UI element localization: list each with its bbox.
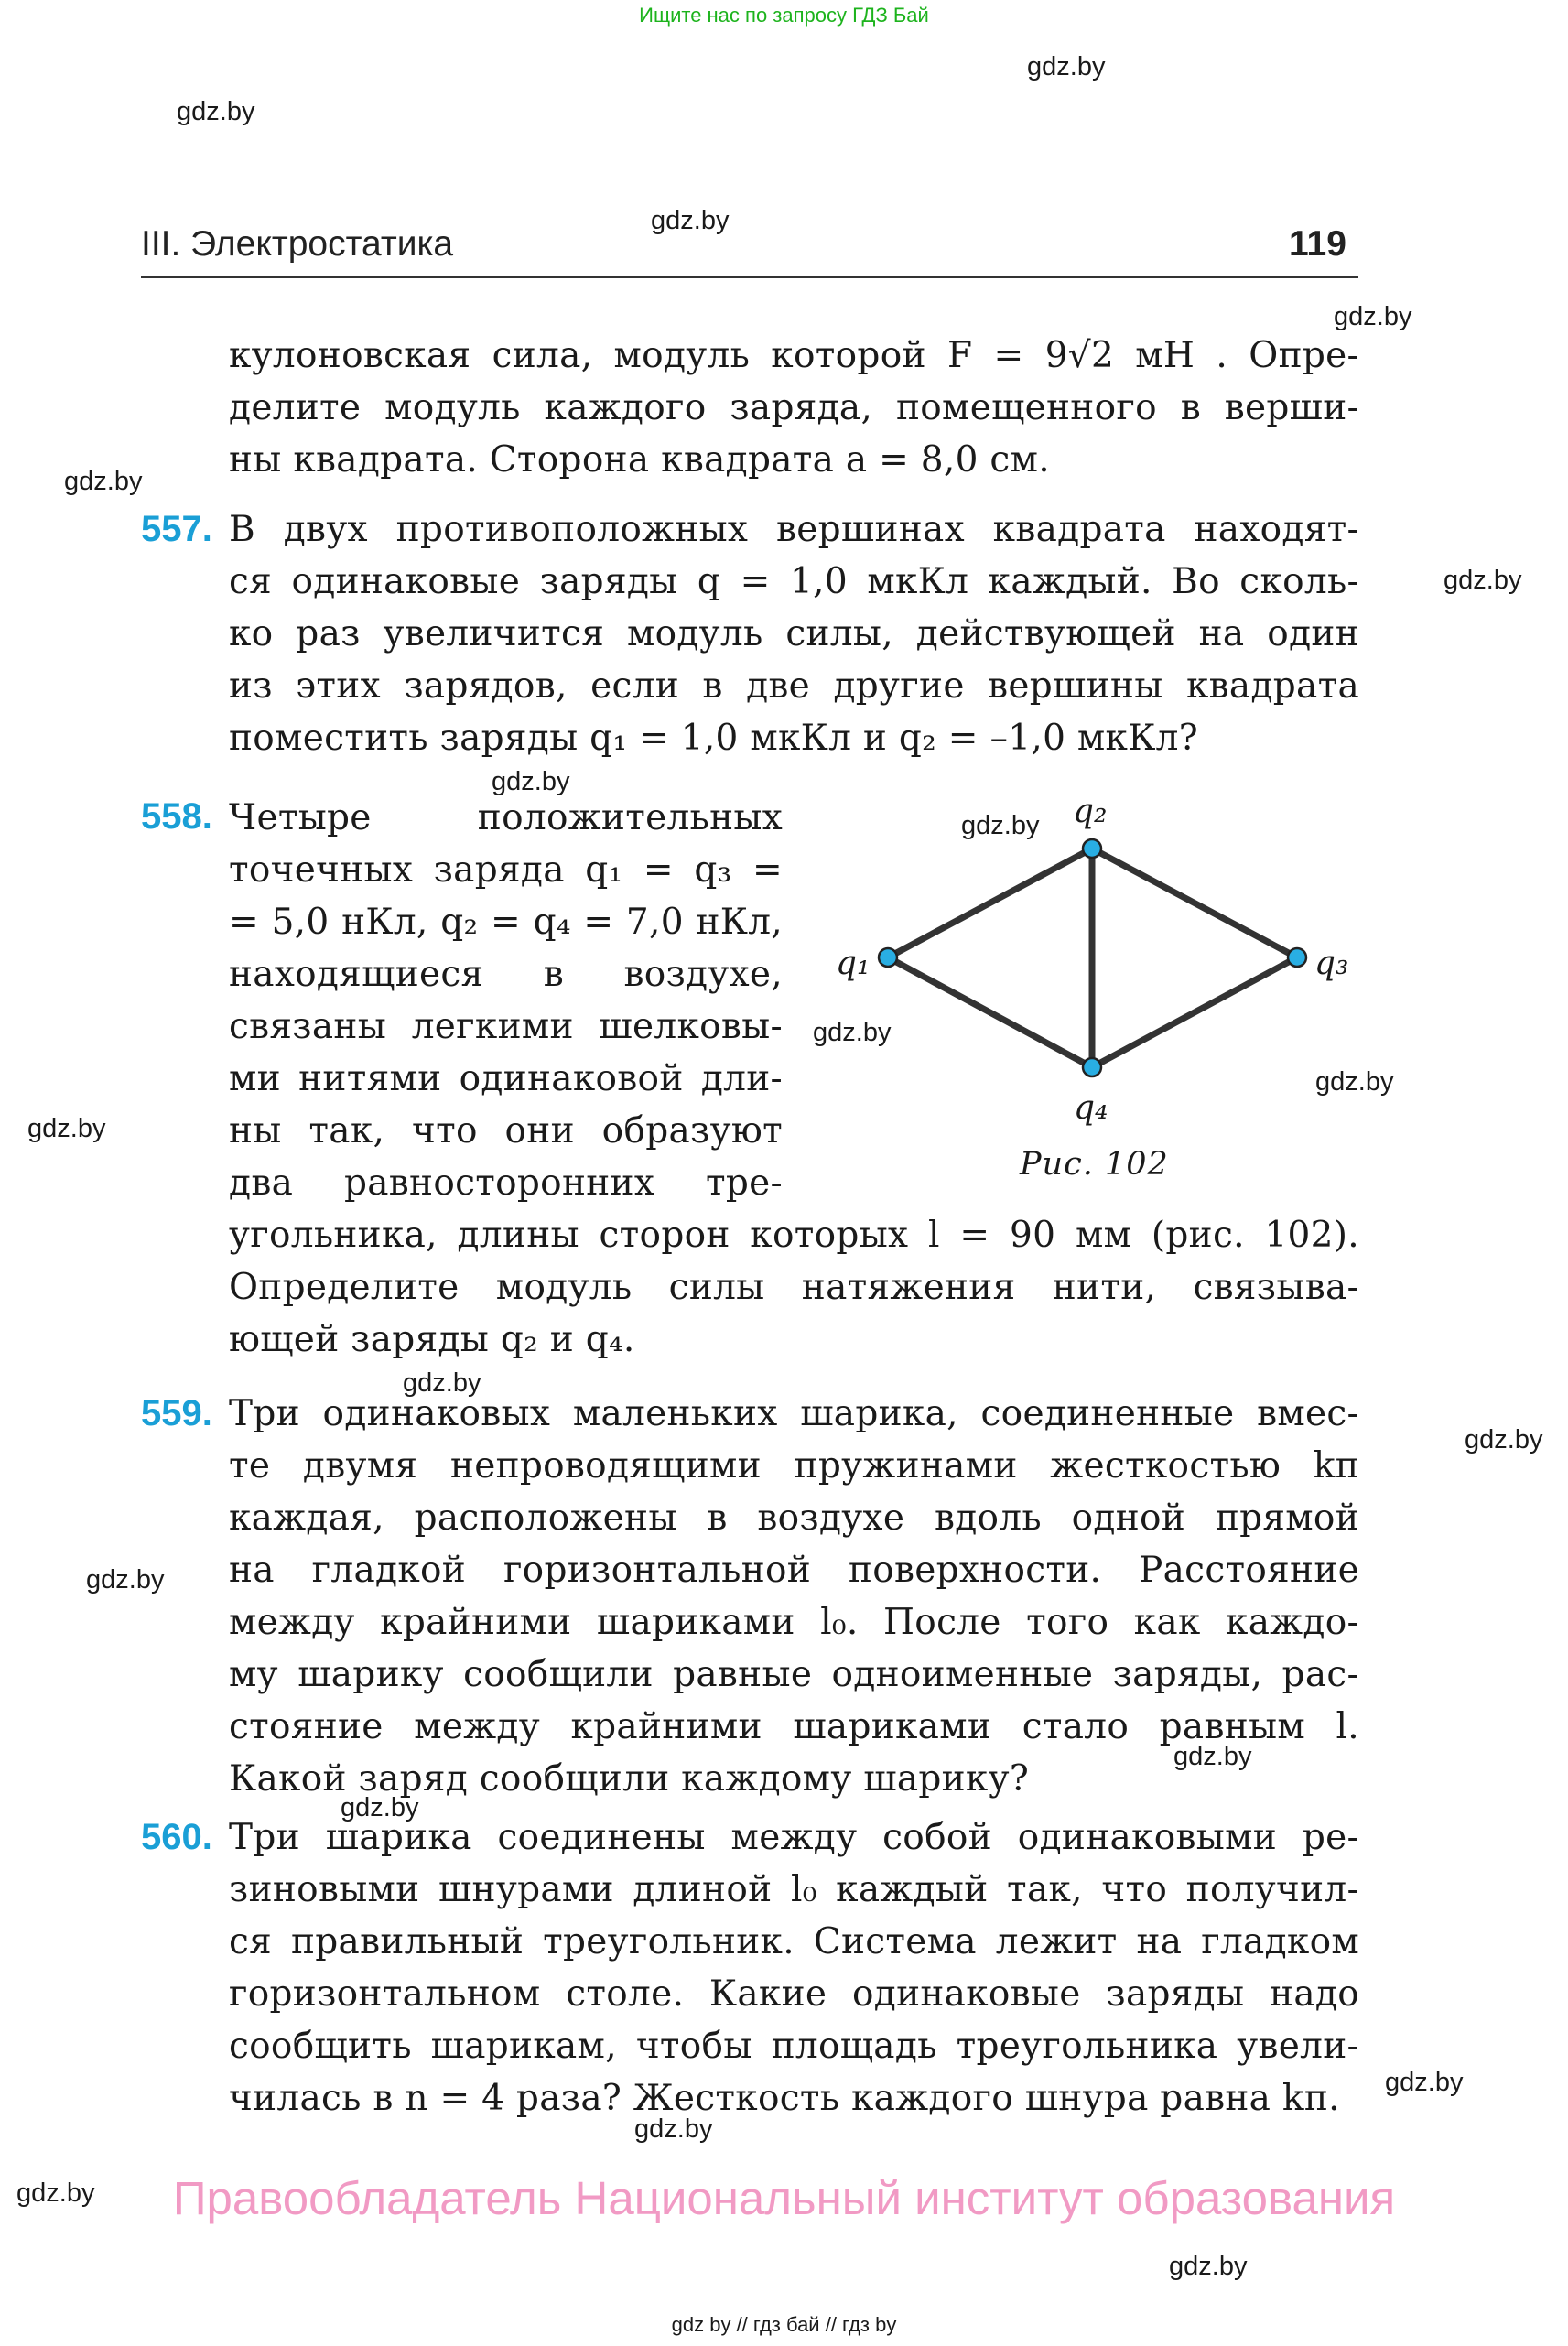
text-line: му шарику сообщили равные одноименные заряды, рас- bbox=[229, 1654, 1359, 1695]
charge-q1-node bbox=[879, 948, 897, 967]
thread-q1-q2 bbox=[888, 849, 1092, 957]
watermark: gdz.by bbox=[403, 1368, 481, 1398]
thread-q2-q3 bbox=[1092, 849, 1297, 957]
text-line: = 5,0 нКл, q₂ = q₄ = 7,0 нКл, bbox=[229, 902, 783, 943]
text-line: Четыре положительных bbox=[229, 797, 783, 838]
watermark: gdz.by bbox=[177, 97, 255, 126]
text-line: сообщить шарикам, чтобы площадь треугольника увели- bbox=[229, 2026, 1359, 2067]
charge-q2-node bbox=[1083, 839, 1101, 858]
charge-q4-node bbox=[1083, 1058, 1101, 1076]
text-line: связаны легкими шелковы- bbox=[229, 1006, 783, 1047]
text-line: ко раз увеличится модуль силы, действующей на один bbox=[229, 613, 1359, 654]
text-line: делите модуль каждого заряда, помещенного в верши- bbox=[229, 387, 1359, 428]
watermark: gdz.by bbox=[492, 767, 570, 796]
watermark: gdz.by bbox=[1169, 2252, 1248, 2281]
watermark: gdz.by bbox=[27, 1114, 106, 1143]
bottom-links[interactable]: gdz by // гдз бай // гдз by bbox=[671, 2313, 897, 2336]
label-q3: q₃ bbox=[1314, 945, 1349, 982]
watermark: gdz.by bbox=[1465, 1425, 1543, 1454]
text-line: точечных заряда q₁ = q₃ = bbox=[229, 849, 783, 891]
watermark: gdz.by bbox=[651, 206, 730, 235]
watermark: gdz.by bbox=[1173, 1742, 1252, 1771]
text-line: чилась в n = 4 раза? Жесткость каждого шнура равна kп. bbox=[229, 2078, 1340, 2119]
thread-q3-q4 bbox=[1092, 957, 1297, 1067]
text-line: каждая, расположены в воздухе вдоль одной прямой bbox=[229, 1497, 1359, 1539]
text-line: между крайними шариками l₀. После того как каждо- bbox=[229, 1602, 1359, 1643]
watermark: gdz.by bbox=[16, 2178, 95, 2208]
text-line: кулоновская сила, модуль которой F = 9√2 мН . Опре- bbox=[229, 335, 1359, 376]
text-line: находящиеся в воздухе, bbox=[229, 954, 783, 995]
text-line: Какой заряд сообщили каждому шарику? bbox=[229, 1758, 1030, 1800]
watermark: gdz.by bbox=[961, 811, 1040, 840]
page-number: 119 bbox=[1289, 224, 1346, 264]
text-line: В двух противоположных вершинах квадрата находят- bbox=[229, 509, 1359, 550]
text-line: те двумя непроводящими пружинами жесткостью kп bbox=[229, 1445, 1359, 1487]
text-line: Определите модуль силы натяжения нити, связыва- bbox=[229, 1267, 1359, 1308]
text-line: поместить заряды q₁ = 1,0 мкКл и q₂ = –1,0 мкКл? bbox=[229, 718, 1198, 759]
problem-number: 559. bbox=[141, 1393, 212, 1433]
thread-q4-q1 bbox=[888, 957, 1092, 1067]
watermark: gdz.by bbox=[1385, 2068, 1464, 2097]
label-q4: q₄ bbox=[1074, 1089, 1108, 1127]
section-title: III. Электростатика bbox=[141, 224, 454, 264]
text-line: ся одинаковые заряды q = 1,0 мкКл каждый. Во сколь- bbox=[229, 561, 1359, 602]
label-q1: q₁ bbox=[836, 945, 871, 982]
charge-q3-node bbox=[1288, 948, 1306, 967]
problem-number: 558. bbox=[141, 796, 212, 837]
text-line: ющей заряды q₂ и q₄. bbox=[229, 1319, 635, 1360]
watermark: gdz.by bbox=[634, 2114, 713, 2144]
figure-caption: Рис. 102 bbox=[1020, 1146, 1169, 1183]
watermark: gdz.by bbox=[813, 1018, 892, 1047]
top-banner: Ищите нас по запросу ГДЗ Бай bbox=[639, 4, 929, 27]
text-line: ми нитями одинаковой дли- bbox=[229, 1058, 783, 1099]
text-line: из этих зарядов, если в две другие вершины квадрата bbox=[229, 665, 1359, 707]
text-line: зиновыми шнурами длиной l₀ каждый так, что получил- bbox=[229, 1869, 1359, 1910]
label-q2: q₂ bbox=[1073, 793, 1108, 830]
watermark: gdz.by bbox=[86, 1565, 165, 1595]
text-line: ны квадрата. Сторона квадрата a = 8,0 см. bbox=[229, 439, 1050, 481]
text-line: угольника, длины сторон которых l = 90 мм (рис. 102). bbox=[229, 1215, 1359, 1256]
problem-number: 560. bbox=[141, 1817, 212, 1857]
watermark: gdz.by bbox=[341, 1793, 419, 1822]
text-line: два равносторонних тре- bbox=[229, 1162, 783, 1204]
problem-number: 557. bbox=[141, 509, 212, 549]
text-line: ся правильный треугольник. Система лежит на гладком bbox=[229, 1921, 1359, 1962]
text-line: горизонтальном столе. Какие одинаковые заряды надо bbox=[229, 1973, 1359, 2015]
text-line: на гладкой горизонтальной поверхности. Расстояние bbox=[229, 1550, 1359, 1591]
header-rule bbox=[141, 276, 1358, 278]
text-line: ны так, что они образуют bbox=[229, 1110, 783, 1151]
figure-edges bbox=[888, 849, 1297, 1067]
watermark: gdz.by bbox=[64, 467, 143, 496]
watermark: gdz.by bbox=[1444, 566, 1522, 595]
copyright-notice: Правообладатель Национальный институт образования bbox=[172, 2172, 1396, 2224]
text-line: Три шарика соединены между собой одинаковыми ре- bbox=[229, 1817, 1359, 1858]
watermark: gdz.by bbox=[1315, 1067, 1394, 1097]
watermark: gdz.by bbox=[1334, 302, 1412, 331]
text-line: Три одинаковых маленьких шарика, соединенные вмес- bbox=[229, 1393, 1359, 1434]
text-line: стояние между крайними шариками стало равным l. bbox=[229, 1706, 1359, 1747]
watermark: gdz.by bbox=[1027, 52, 1106, 81]
